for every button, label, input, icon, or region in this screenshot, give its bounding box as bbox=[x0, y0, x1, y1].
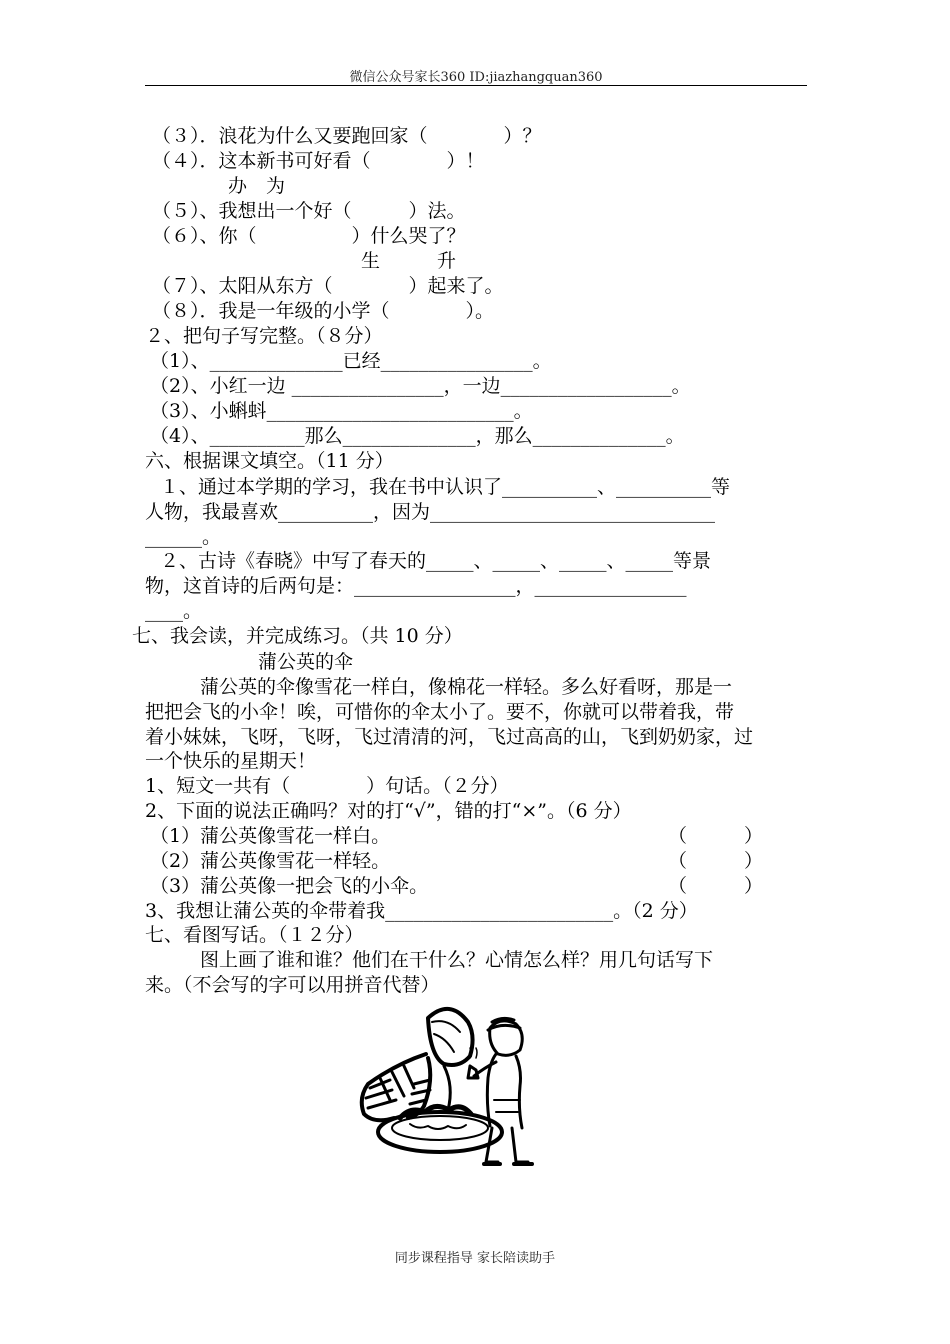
passage-line-3: 着小妹妹，飞呀，飞呀，飞过清清的河，飞过高高的山，飞到奶奶家，过 bbox=[145, 726, 754, 748]
exercise-1: 1、短文一共有（ ）句话。（２分） bbox=[145, 775, 509, 797]
washbasin bbox=[378, 1112, 502, 1152]
sentence-4: （4）、__________那么______________，那么______________。 bbox=[150, 425, 685, 447]
passage-line-2: 把把会飞的小伞！唉，可惜你的伞太小了。要不，你就可以带着我，带 bbox=[145, 701, 735, 723]
judge-answer-1: （ ） bbox=[668, 825, 764, 847]
exercise-2: 2、下面的说法正确吗？对的打“√”，错的打“×”。（6 分） bbox=[145, 800, 632, 822]
page-header: 微信公众号家长360 ID:jiazhangquan360 bbox=[349, 70, 603, 85]
judge-item-3: （3）蒲公英像一把会飞的小伞。 bbox=[150, 875, 429, 897]
question-5: （５）、我想出一个好（ ）法。 bbox=[152, 200, 466, 222]
fill-2-line-b: 物，这首诗的后两句是：_________________，________________ bbox=[145, 575, 687, 597]
judge-item-2: （2）蒲公英像雪花一样轻。 bbox=[150, 850, 391, 872]
writing-prompt-2: 来。（不会写的字可以用拼音代替） bbox=[145, 974, 440, 996]
mother-figure bbox=[428, 1009, 473, 1065]
word-pair-2: 生 升 bbox=[361, 250, 457, 272]
picture-illustration bbox=[340, 1000, 550, 1175]
judge-answer-2: （ ） bbox=[668, 850, 764, 872]
fill-2-line-a: ２、古诗《春晓》中写了春天的_____、_____、_____、_____等景 bbox=[160, 550, 712, 572]
exercise-3: 3、我想让蒲公英的伞带着我________________________。（2 分） bbox=[145, 900, 698, 922]
section-6-title: 六、根据课文填空。（11 分） bbox=[145, 450, 394, 472]
sentence-1: （1）、______________已经________________。 bbox=[150, 350, 552, 372]
question-3: （３）．浪花为什么又要跑回家（ ）？ bbox=[152, 125, 542, 147]
writing-prompt-1: 图上画了谁和谁？他们在干什么？心情怎么样？用几句话写下 bbox=[200, 949, 714, 971]
passage-line-4: 一个快乐的星期天！ bbox=[145, 750, 317, 772]
header-divider bbox=[145, 85, 807, 86]
section-7-title: 七、我会读，并完成练习。（共 10 分） bbox=[132, 625, 463, 647]
word-pair-1: 办 为 bbox=[228, 175, 286, 197]
fill-2-line-c: ____。 bbox=[145, 600, 203, 622]
passage-line-1: 蒲公英的伞像雪花一样白，像棉花一样轻。多么好看呀，那是一 bbox=[200, 676, 733, 698]
passage-title: 蒲公英的伞 bbox=[258, 651, 354, 673]
judge-answer-3: （ ） bbox=[668, 875, 764, 897]
sentence-2: （2）、小红一边 ________________，一边__________________。 bbox=[150, 375, 691, 397]
judge-item-1: （1）蒲公英像雪花一样白。 bbox=[150, 825, 391, 847]
section-2-title: ２、把句子写完整。（８分） bbox=[145, 325, 383, 347]
question-8: （８）．我是一年级的小学（ ）。 bbox=[152, 300, 495, 322]
sentence-3: （3）、小蝌蚪__________________________。 bbox=[150, 400, 533, 422]
question-4: （４）．这本新书可好看（ ）！ bbox=[152, 150, 485, 172]
section-8-title: 七、看图写话。（１２分） bbox=[145, 924, 364, 946]
fill-1-line-a: １、通过本学期的学习，我在书中认识了__________、__________等 bbox=[160, 476, 731, 498]
page-footer: 同步课程指导 家长陪读助手 bbox=[394, 1251, 556, 1266]
question-7: （７）、太阳从东方（ ）起来了。 bbox=[152, 275, 504, 297]
fill-1-line-c: ______。 bbox=[145, 526, 222, 548]
question-6: （６）、你（ ）什么哭了？ bbox=[152, 225, 466, 247]
fill-1-line-b: 人物，我最喜欢__________，因为______________________________ bbox=[145, 501, 716, 523]
